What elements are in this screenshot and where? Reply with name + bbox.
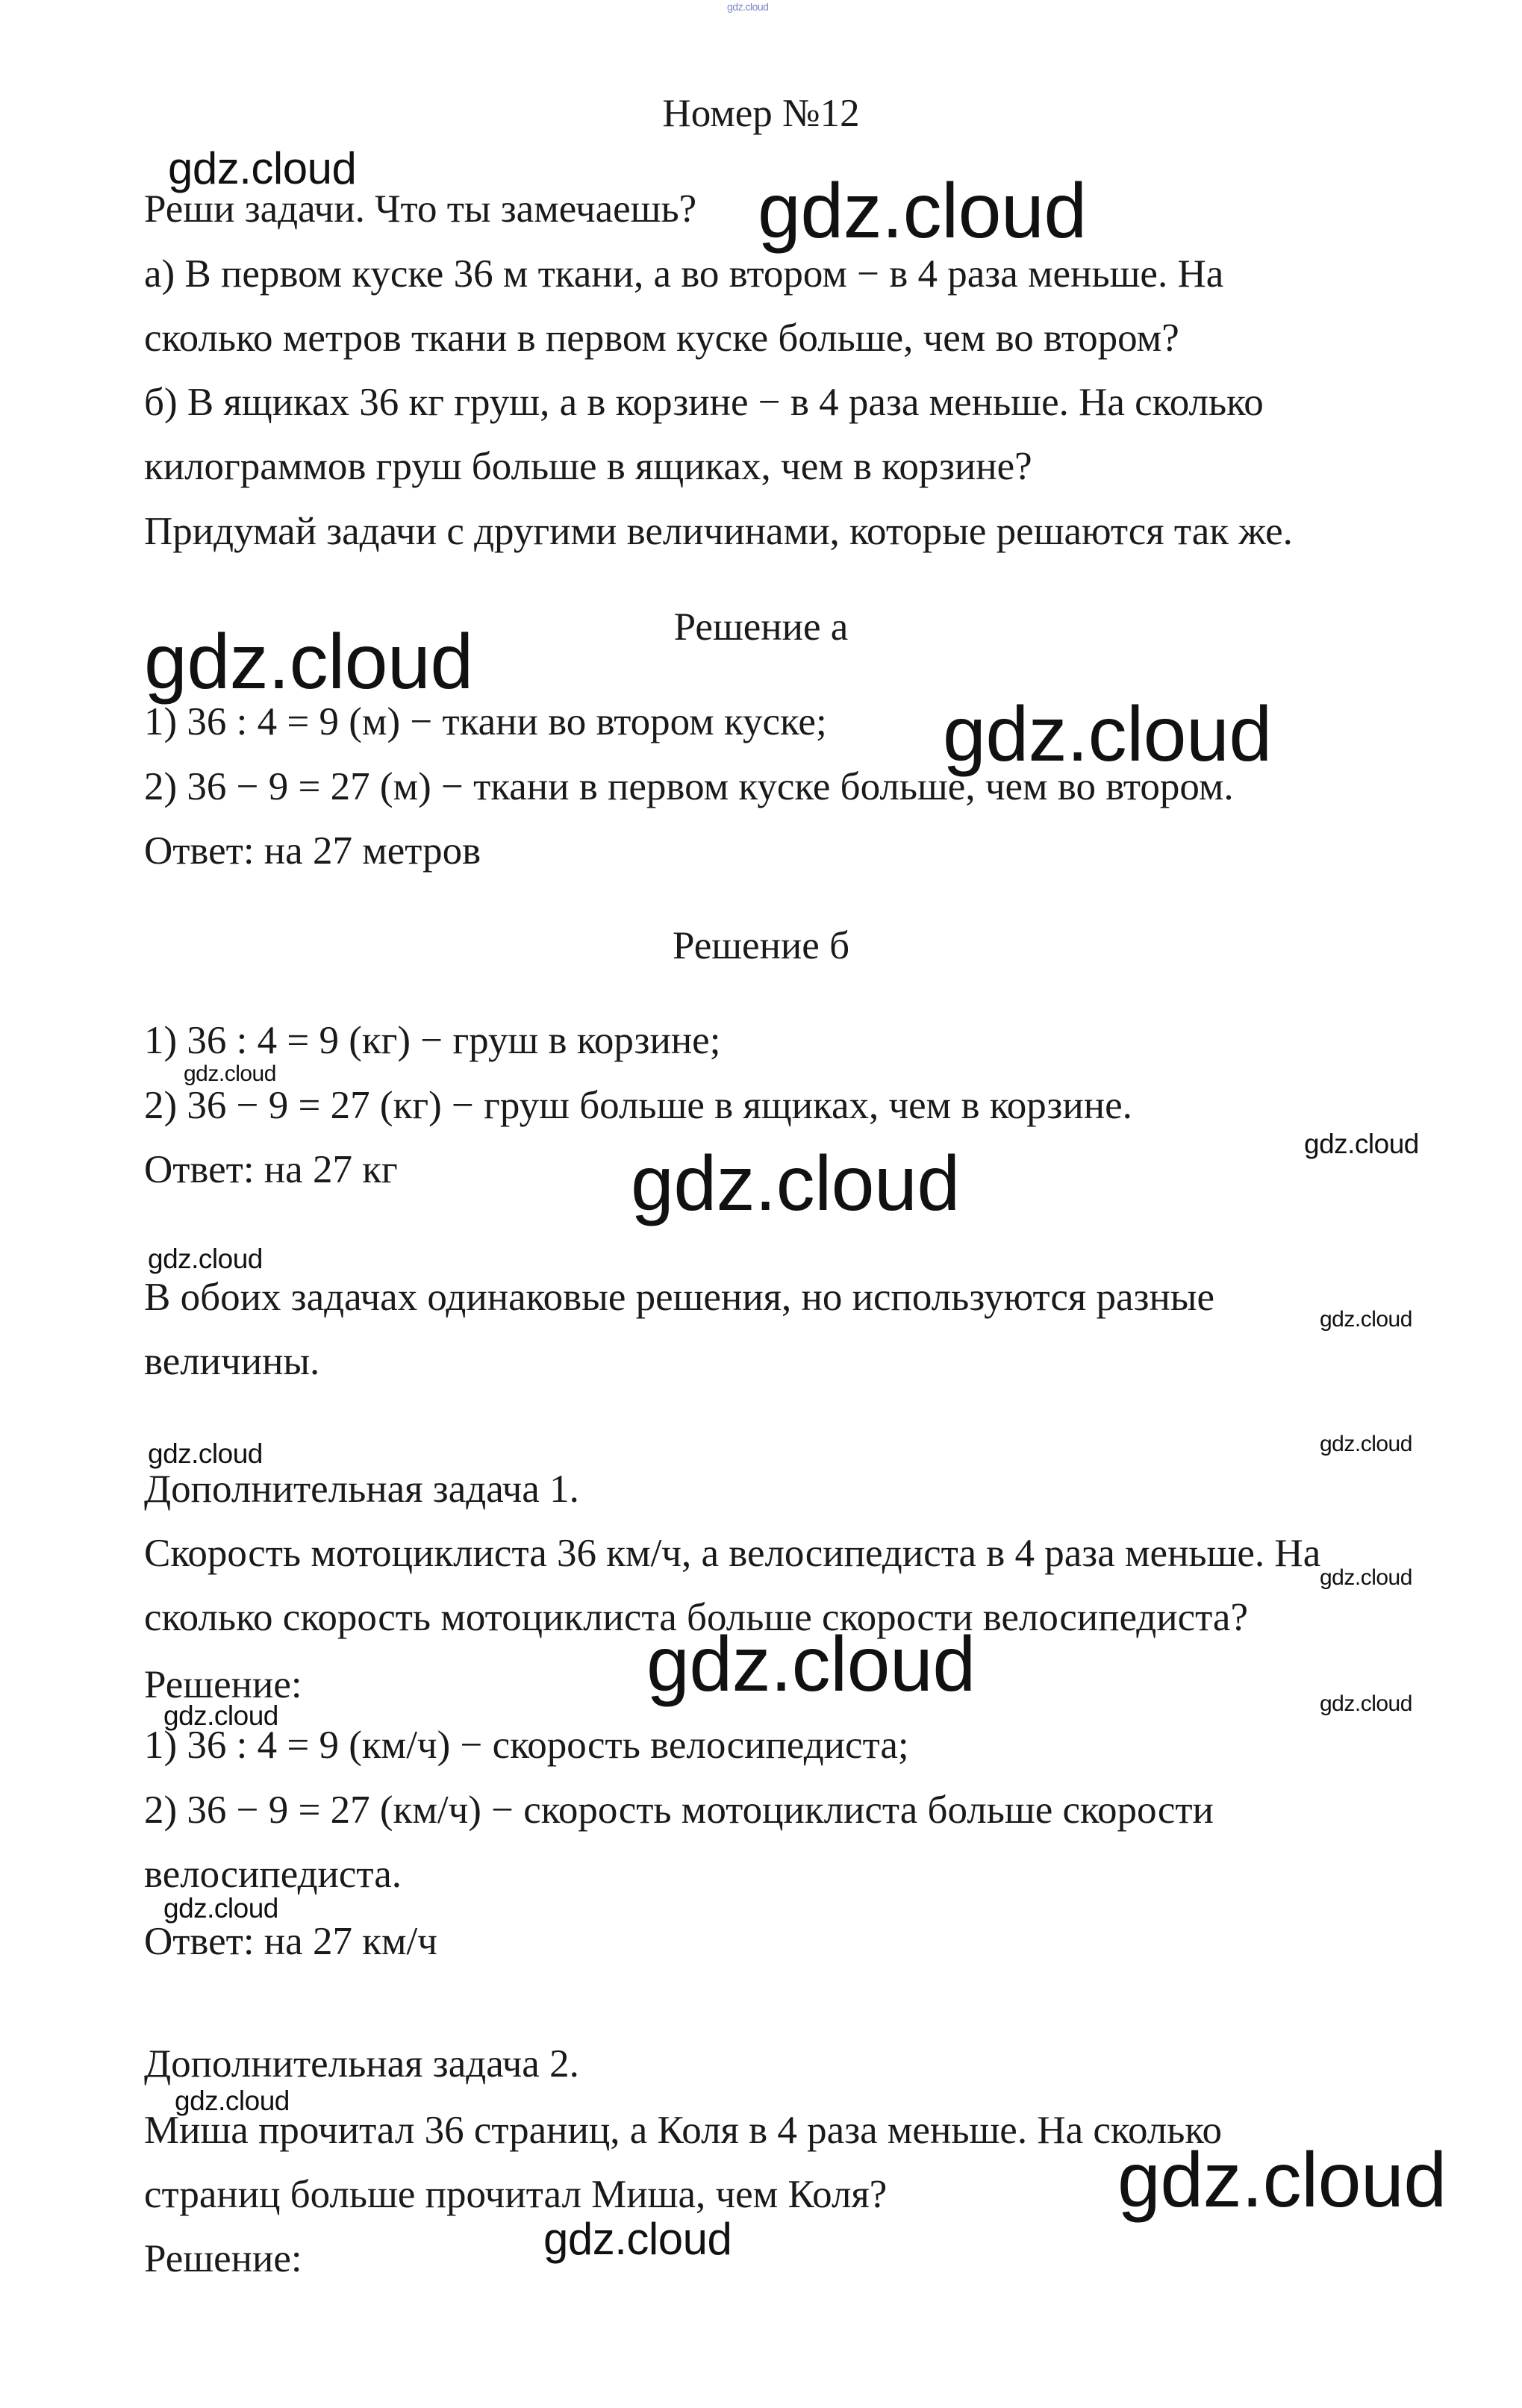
watermark: gdz.cloud	[1304, 1129, 1419, 1159]
watermark: gdz.cloud	[163, 1700, 278, 1731]
extra-task-1-answer: Ответ: на 27 км/ч	[144, 1920, 437, 1963]
solution-a-heading: Решение а	[673, 605, 849, 649]
watermark: gdz.cloud	[1320, 1432, 1412, 1456]
task-line: килограммов груш больше в ящиках, чем в корзине?	[144, 445, 1032, 488]
watermark: gdz.cloud	[758, 168, 1087, 255]
task-line: сколько метров ткани в первом куске больше, чем во втором?	[144, 316, 1179, 360]
watermark: gdz.cloud	[144, 619, 473, 705]
extra-task-1-heading: Дополнительная задача 1.	[144, 1467, 579, 1511]
conclusion-line: величины.	[144, 1340, 320, 1383]
extra-task-1-step: 2) 36 − 9 = 27 (км/ч) − скорость мотоциклиста больше скорости	[144, 1788, 1214, 1832]
watermark: gdz.cloud	[543, 2214, 732, 2264]
watermark: gdz.cloud	[1117, 2137, 1447, 2224]
extra-task-1-step: велосипедиста.	[144, 1853, 402, 1896]
solution-b-heading: Решение б	[672, 924, 850, 967]
task-line: б) В ящиках 36 кг груш, а в корзине − в 4 раза меньше. На сколько	[144, 381, 1264, 424]
extra-task-1-step: 1) 36 : 4 = 9 (км/ч) − скорость велосипедиста;	[144, 1724, 909, 1767]
extra-task-2-heading: Дополнительная задача 2.	[144, 2042, 579, 2086]
watermark: gdz.cloud	[1320, 1307, 1412, 1332]
watermark: gdz.cloud	[148, 1244, 263, 1274]
watermark: gdz.cloud	[1320, 1565, 1412, 1590]
watermark: gdz.cloud	[168, 143, 357, 193]
solution-b-step: 1) 36 : 4 = 9 (кг) − груш в корзине;	[144, 1019, 721, 1062]
extra-task-1-solution-label: Решение:	[144, 1663, 302, 1706]
watermark: gdz.cloud	[943, 691, 1272, 778]
extra-task-2-line: страниц больше прочитал Миша, чем Коля?	[144, 2173, 888, 2216]
extra-task-1-line: Скорость мотоциклиста 36 км/ч, а велосипедиста в 4 раза меньше. На	[144, 1532, 1321, 1575]
solution-b-step: 2) 36 − 9 = 27 (кг) − груш больше в ящиках, чем в корзине.	[144, 1084, 1132, 1127]
solution-a-step: 1) 36 : 4 = 9 (м) − ткани во втором куске;	[144, 700, 827, 743]
extra-task-2-solution-label: Решение:	[144, 2237, 302, 2280]
solution-a-step: 2) 36 − 9 = 27 (м) − ткани в первом куске больше, чем во втором.	[144, 765, 1234, 808]
watermark: gdz.cloud	[163, 1893, 278, 1924]
task-line: Придумай задачи с другими величинами, которые решаются так же.	[144, 510, 1293, 553]
extra-task-1-line: сколько скорость мотоциклиста больше скорости велосипедиста?	[144, 1596, 1248, 1639]
task-prompt: Реши задачи. Что ты замечаешь?	[144, 187, 697, 231]
watermark: gdz.cloud	[184, 1061, 276, 1086]
watermark: gdz.cloud	[148, 1438, 263, 1469]
watermark-top: gdz.cloud	[727, 1, 769, 13]
watermark: gdz.cloud	[1320, 1691, 1412, 1716]
solution-b-answer: Ответ: на 27 кг	[144, 1148, 398, 1191]
conclusion-line: В обоих задачах одинаковые решения, но используются разные	[144, 1276, 1214, 1319]
extra-task-2-line: Миша прочитал 36 страниц, а Коля в 4 раза меньше. На сколько	[144, 2109, 1222, 2152]
page-title: Номер №12	[662, 92, 860, 135]
watermark: gdz.cloud	[631, 1141, 960, 1227]
watermark: gdz.cloud	[646, 1621, 976, 1708]
task-line: а) В первом куске 36 м ткани, а во втором − в 4 раза меньше. На	[144, 252, 1224, 296]
watermark: gdz.cloud	[175, 2086, 290, 2116]
solution-a-answer: Ответ: на 27 метров	[144, 829, 481, 873]
